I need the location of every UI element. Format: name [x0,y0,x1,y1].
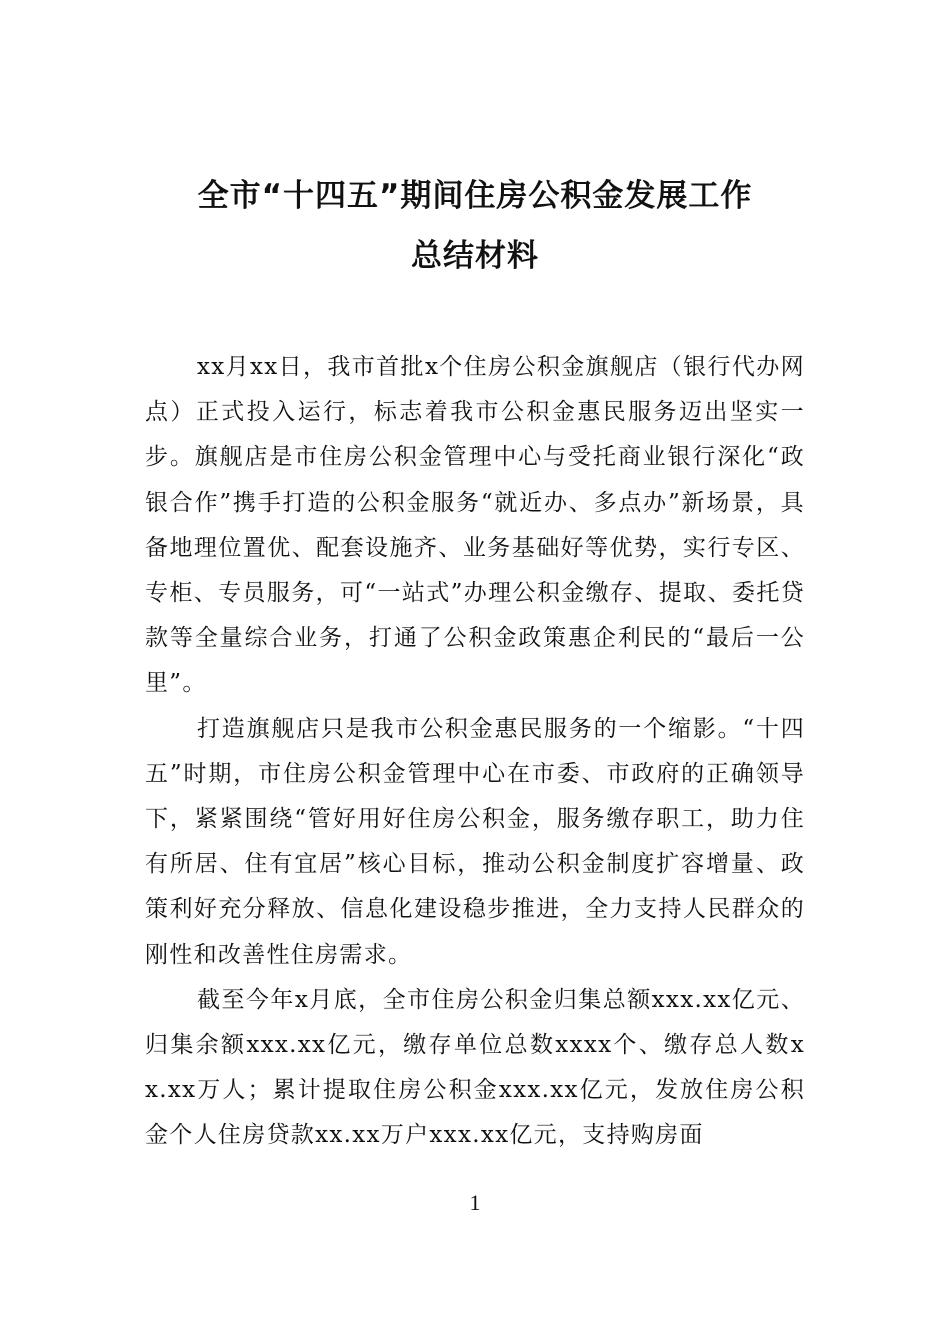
document-body [145,345,805,1159]
page-number: 1 [469,1190,481,1215]
title-line-1: 全市“十四五”期间住房公积金发展工作 [197,178,753,214]
title-line-2: 总结材料 [411,238,539,274]
document-title [145,166,805,286]
paragraph-1: xx月xx日，我市首批x个住房公积金旗舰店（银行代办网点）正式投入运行，标志着我市公积金惠民服务迈出坚实一步。旗舰店是市住房公积金管理中心与受托商业银行深化“政银合作”携手打造的公积金服务“就近办、多点办”新场景，具备地理位置优、配套设施齐、业务基础好等优势，实行专区、专柜、专员服务，可“一站式”办理公积金缴存、提取、委托贷款等全量综合业务，打通了公积金政策惠企利民的“最后一公里”。 [145,354,805,697]
paragraph-3: 截至今年x月底，全市住房公积金归集总额xxx.xx亿元、归集余额xxx.xx亿元，缴存单位总数xxxx个、缴存总人数xx.xx万人；累计提取住房公积金xxx.xx亿元，发放住房公积金个人住房贷款xx.xx万户xxx.xx亿元，支持购房面 [145,986,805,1149]
paragraph-2: 打造旗舰店只是我市公积金惠民服务的一个缩影。“十四五”时期，市住房公积金管理中心在市委、市政府的正确领导下，紧紧围绕“管好用好住房公积金，服务缴存职工，助力住有所居、住有宜居”核心目标，推动公积金制度扩容增量、政策利好充分释放、信息化建设稳步推进，全力支持人民群众的刚性和改善性住房需求。 [145,715,805,968]
